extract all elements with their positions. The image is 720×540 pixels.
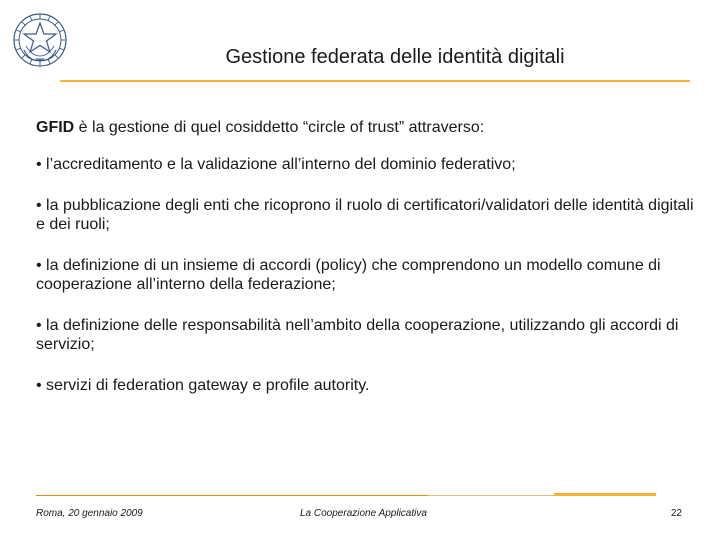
title-divider <box>60 80 690 82</box>
bullet-item: • la pubblicazione degli enti che ricoprono il ruolo di certificatori/validatori delle identità digitali e dei ruoli; <box>36 197 694 233</box>
bullet-item: • la definizione di un insieme di accordi (policy) che comprendono un modello comune di cooperazione all’interno della federazione; <box>36 257 661 293</box>
italian-republic-emblem-icon <box>10 10 70 70</box>
footer-divider-accent <box>554 493 656 496</box>
intro-acronym: GFID <box>36 119 75 136</box>
footer-divider <box>428 495 554 496</box>
footer-presentation-title: La Cooperazione Applicativa <box>300 508 427 519</box>
intro-line <box>36 118 696 137</box>
footer-divider <box>36 495 428 496</box>
slide-title: Gestione federata delle identità digitali <box>225 46 565 68</box>
bullet-item: • la definizione delle responsabilità nell’ambito della cooperazione, utilizzando gli accordi di servizio; <box>36 317 679 353</box>
intro-text: è la gestione di quel cosiddetto “circle of trust” attraverso: <box>74 119 485 136</box>
bullet-item: • servizi di federation gateway e profile autority. <box>36 377 370 394</box>
page-number: 22 <box>670 508 682 519</box>
slide-body <box>36 118 696 417</box>
footer-date: Roma, 20 gennaio 2009 <box>36 508 143 519</box>
bullet-item: • l’accreditamento e la validazione all’interno del dominio federativo; <box>36 156 516 173</box>
